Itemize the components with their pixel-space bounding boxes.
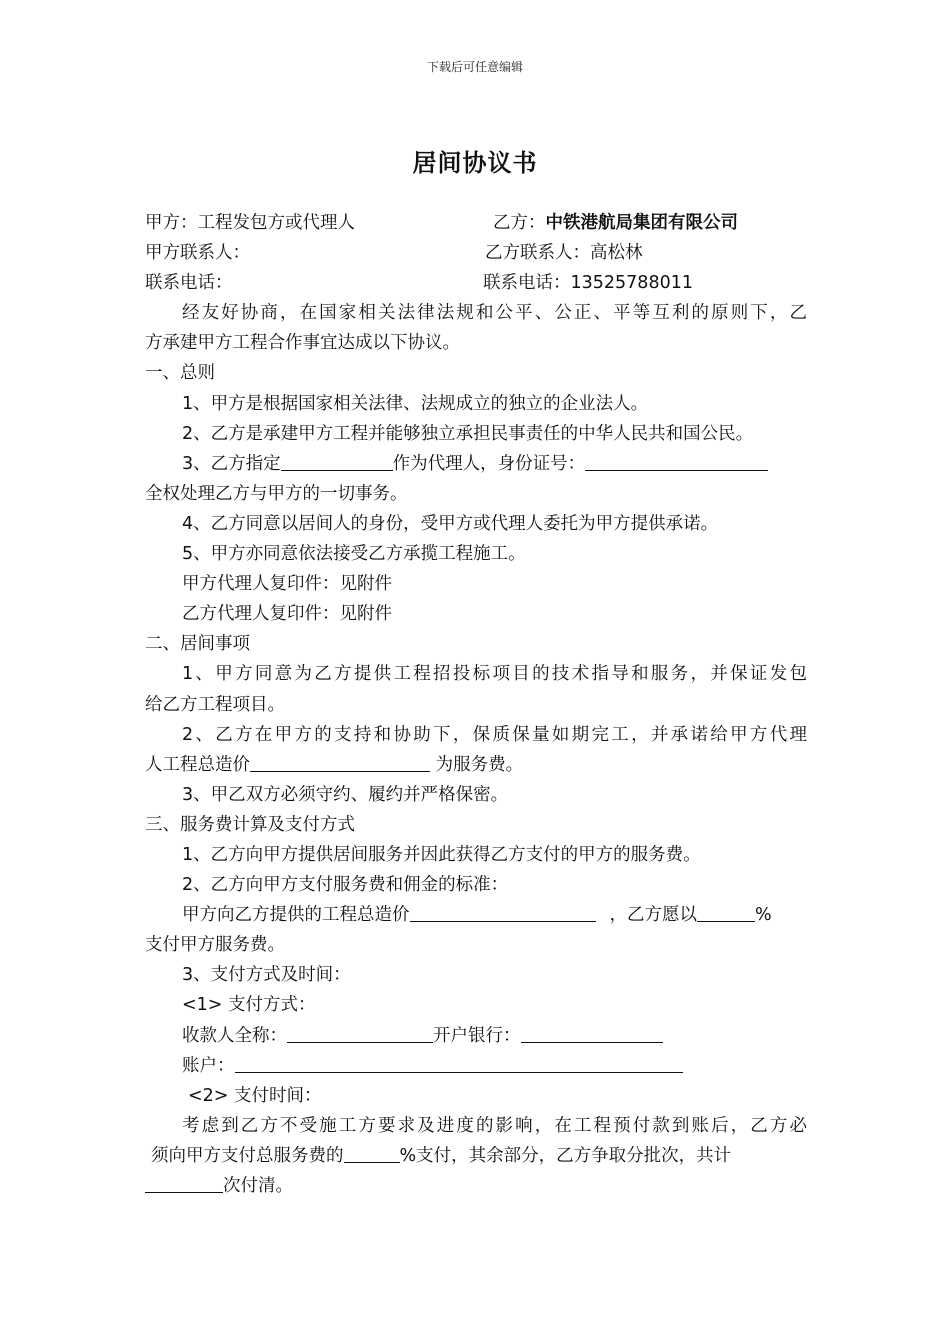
- total-cost-text: 人工程总造价: [145, 754, 250, 775]
- section-3-heading: 三、服务费计算及支付方式: [145, 814, 355, 835]
- party-b-value: 中铁港航局集团有限公司: [545, 213, 738, 233]
- attachment-a: 甲方代理人复印件：见附件: [182, 574, 392, 595]
- fee-line-1: [145, 900, 807, 930]
- section-2-item-2-line-2: [145, 750, 807, 780]
- account-line: [145, 1051, 807, 1081]
- party-b-label: 乙方：: [493, 213, 546, 233]
- section-2-item-3: 3、甲乙双方必须守约、履约并严格保密。: [182, 784, 509, 805]
- party-line: [145, 208, 807, 238]
- section-3-item-3: 3、支付方式及时间：: [182, 965, 351, 986]
- payment-time-line-3: [145, 1171, 807, 1201]
- payee-blank[interactable]: [287, 1023, 433, 1043]
- document-title: 居间协议书: [412, 149, 538, 177]
- bank-blank[interactable]: [521, 1023, 663, 1043]
- time-text-b: %支付，其余部分，乙方争取分批次，共计: [399, 1145, 732, 1166]
- section-1-item-5: 5、甲方亦同意依法接受乙方承揽工程施工。: [182, 544, 526, 565]
- id-number-blank[interactable]: [585, 451, 768, 471]
- account-label: 账户：: [182, 1055, 235, 1076]
- contact-b-label: 乙方联系人：: [485, 243, 590, 264]
- section-3-item-1: 1、乙方向甲方提供居间服务并因此获得乙方支付的甲方的服务费。: [182, 844, 701, 865]
- item-3-text-a: 3、乙方指定: [182, 453, 281, 474]
- time-text-c: 次付清。: [223, 1176, 293, 1196]
- service-fee-text: 为服务费。: [435, 754, 524, 775]
- phone-b-label: 联系电话：: [483, 273, 571, 294]
- fee-text-a: 甲方向乙方提供的工程总造价: [182, 905, 410, 926]
- time-text-a: 须向甲方支付总服务费的: [151, 1145, 344, 1166]
- contact-b: [485, 238, 643, 268]
- attachment-b: 乙方代理人复印件：见附件: [182, 604, 392, 625]
- payment-time-line-2: [145, 1141, 807, 1171]
- phone-b-value: 13525788011: [570, 273, 693, 294]
- section-3-item-2: 2、乙方向甲方支付服务费和佣金的标准：: [182, 875, 509, 896]
- section-1-item-2: 2、乙方是承建甲方工程并能够独立承担民事责任的中华人民共和国公民。: [182, 423, 754, 444]
- section-2-heading: 二、居间事项: [145, 634, 250, 655]
- fee-line-2: 支付甲方服务费。: [145, 935, 285, 956]
- section-1-item-1: 1、甲方是根据国家相关法律、法规成立的独立的企业法人。: [182, 393, 649, 414]
- contact-a-label: 甲方联系人：: [145, 243, 250, 264]
- payment-method-label: <1> 支付方式：: [182, 995, 316, 1016]
- document-body: [145, 208, 807, 1201]
- payee-bank-line: [145, 1021, 807, 1051]
- phone-line: [145, 268, 807, 298]
- section-1-heading: 一、总则: [145, 363, 215, 384]
- party-a-value: 工程发包方或代理人: [197, 213, 355, 233]
- bank-label: 开户银行：: [433, 1025, 521, 1046]
- payment-time-label: <2> 支付时间：: [188, 1085, 322, 1106]
- section-1-item-3: [145, 449, 807, 479]
- percent-sign: %: [755, 905, 772, 926]
- payee-label: 收款人全称：: [182, 1025, 287, 1046]
- section-2-item-1-line-2: 给乙方工程项目。: [145, 694, 285, 715]
- section-1-item-4: 4、乙方同意以居间人的身份，受甲方或代理人委托为甲方提供承诺。: [182, 513, 719, 534]
- party-b: [493, 208, 738, 238]
- installment-count-blank[interactable]: [145, 1173, 223, 1193]
- phone-a-label: 联系电话：: [145, 273, 233, 294]
- payment-time-line-1: 考虑到乙方不受施工方要求及进度的影响，在工程预付款到账后，乙方必: [182, 1115, 807, 1136]
- project-cost-blank[interactable]: [410, 902, 596, 922]
- section-2-item-1-line-1: 1、甲方同意为乙方提供工程招投标项目的技术指导和服务，并保证发包: [182, 664, 807, 685]
- account-blank[interactable]: [235, 1053, 683, 1073]
- fee-text-b: ，乙方愿以: [609, 905, 697, 926]
- section-2-item-2-line-1: 2、乙方在甲方的支持和协助下，保质保量如期完工，并承诺给甲方代理: [182, 724, 807, 745]
- contact-b-value: 高松林: [590, 243, 643, 264]
- item-3-text-b: 作为代理人，身份证号：: [392, 453, 586, 474]
- intro-line-1: 经友好协商，在国家相关法律法规和公平、公正、平等互利的原则下，乙: [182, 303, 807, 324]
- section-1-item-3-cont: 全权处理乙方与甲方的一切事务。: [145, 483, 408, 504]
- intro-line-2: 方承建甲方工程合作事宜达成以下协议。: [145, 333, 460, 354]
- party-a-label: 甲方：: [145, 213, 198, 233]
- percent-blank[interactable]: [697, 902, 755, 922]
- advance-percent-blank[interactable]: [344, 1143, 400, 1163]
- header-note: 下载后可任意编辑: [426, 60, 523, 74]
- contact-line: [145, 238, 807, 268]
- agent-name-blank[interactable]: [281, 451, 393, 471]
- phone-b: [483, 268, 693, 298]
- total-cost-blank[interactable]: [250, 752, 430, 772]
